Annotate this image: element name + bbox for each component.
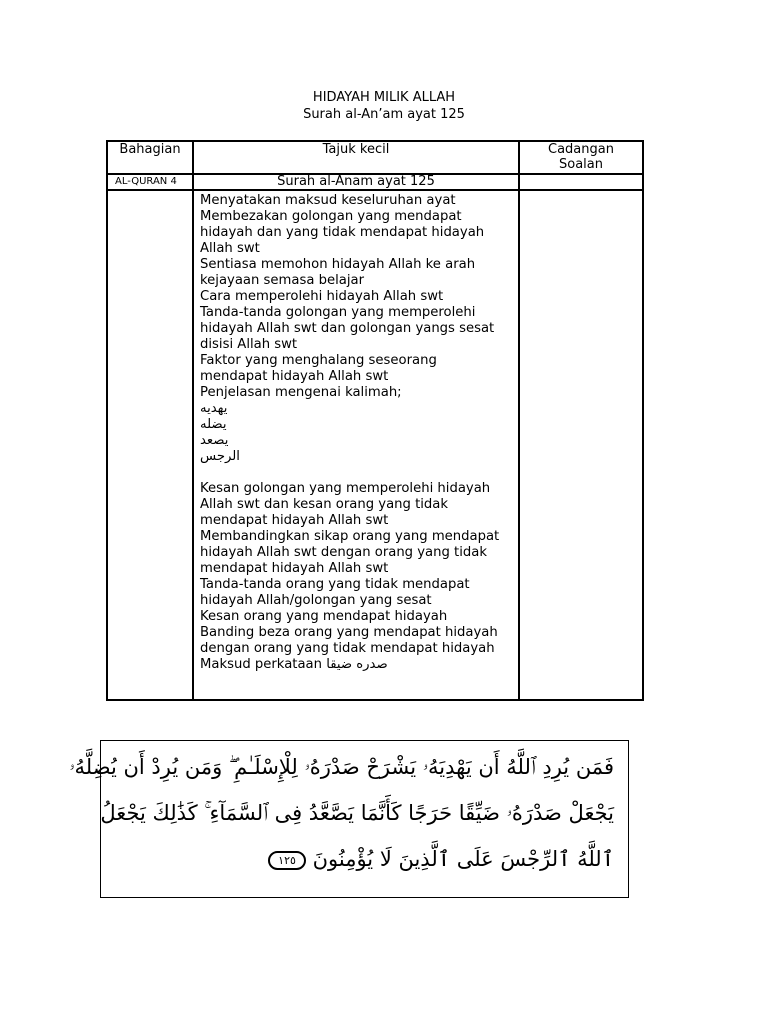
list-item: Sentiasa memohon hidayah Allah ke arah (200, 257, 476, 272)
list-item: mendapat hidayah Allah swt (200, 513, 389, 528)
arabic-word: الرجس (200, 449, 240, 464)
list-item: Membezakan golongan yang mendapat (200, 209, 462, 224)
list-item: mendapat hidayah Allah swt (200, 561, 389, 576)
arabic-word: يضله (200, 417, 227, 432)
topics-list (194, 191, 518, 673)
header-tajuk-kecil: Tajuk kecil (193, 141, 519, 174)
list-item: Faktor yang menghalang seseorang (200, 353, 437, 368)
list-item: Membandingkan sikap orang yang mendapat (200, 529, 500, 544)
list-item: Kesan orang yang mendapat hidayah (200, 609, 448, 624)
list-item: kejayaan semasa belajar (200, 273, 364, 288)
list-item: Allah swt (200, 241, 260, 256)
list-item: Tanda-tanda orang yang tidak mendapat (200, 577, 470, 592)
empty-cell (519, 174, 643, 190)
list-item: mendapat hidayah Allah swt (200, 369, 389, 384)
list-item: dengan orang yang tidak mendapat hidayah (200, 641, 495, 656)
list-item: hidayah Allah/golongan yang sesat (200, 593, 432, 608)
section-subheading: Surah al-Anam ayat 125 (193, 174, 519, 190)
ayah-number-badge: ١٢٥ (268, 851, 306, 870)
section-label: AL-QURAN 4 (107, 174, 193, 190)
verse-line-3 (114, 847, 614, 871)
list-item: hidayah Allah swt dengan orang yang tidak (200, 545, 487, 560)
list-item: Banding beza orang yang mendapat hidayah (200, 625, 498, 640)
list-item: Cara memperolehi hidayah Allah swt (200, 289, 444, 304)
spacer (200, 465, 518, 481)
list-item: hidayah dan yang tidak mendapat hidayah (200, 225, 485, 240)
verse-line-2: يَجْعَلْ صَدْرَهُۥ ضَيِّقًا حَرَجًا كَأَنَّمَا يَصَّعَّدُ فِى ٱلسَّمَآءِ ۚ كَذَٰلِكَ يَجْعَلُ (100, 801, 614, 825)
list-item: Allah swt dan kesan orang yang tidak (200, 497, 449, 512)
topics-table (106, 140, 644, 701)
arabic-word: يهديه (200, 401, 228, 416)
list-item: Tanda-tanda golongan yang memperolehi (200, 305, 476, 320)
empty-cell (519, 190, 643, 700)
list-item: Menyatakan maksud keseluruhan ayat (200, 193, 456, 208)
page-subtitle: Surah al-An’am ayat 125 (303, 107, 465, 122)
list-item (200, 657, 518, 673)
verse-line-3-text: ٱللَّهُ ٱلرِّجْسَ عَلَى ٱلَّذِينَ لَا يُؤْمِنُونَ (312, 847, 614, 871)
quran-verse-box (69, 740, 629, 898)
arabic-word: يصعد (200, 433, 229, 448)
list-item: hidayah Allah swt dan golongan yangs sesat (200, 321, 495, 336)
table-body-row (107, 190, 643, 700)
last-line-arabic: صدره ضيقا (326, 657, 388, 672)
table-header-row (107, 141, 643, 174)
list-item: Penjelasan mengenai kalimah; (200, 385, 402, 400)
table-subheader-row (107, 174, 643, 190)
header-bahagian: Bahagian (107, 141, 193, 174)
last-line-prefix: Maksud perkataan (200, 657, 322, 672)
page-title: HIDAYAH MILIK ALLAH (312, 90, 456, 105)
list-item: disisi Allah swt (200, 337, 298, 352)
topics-cell (193, 190, 519, 700)
empty-cell (107, 190, 193, 700)
verse-line-1: فَمَن يُرِدِ ٱللَّهُ أَن يَهْدِيَهُۥ يَشْرَحْ صَدْرَهُۥ لِلْإِسْلَـٰمِ ۖ وَمَن يُرِدْ أَن يُضِلَّهُۥ (69, 755, 614, 779)
header-cadangan-soalan: Cadangan Soalan (519, 141, 643, 174)
list-item: Kesan golongan yang memperolehi hidayah (200, 481, 491, 496)
